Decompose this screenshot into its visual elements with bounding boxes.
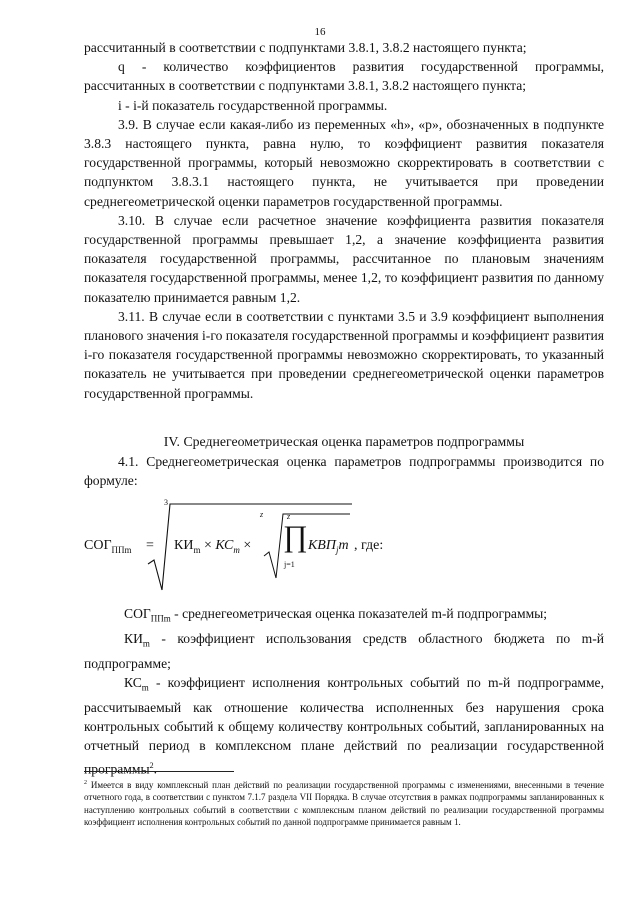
paragraph-4-1: 4.1. Среднегеометрическая оценка параметров подпрограммы производится по формуле: xyxy=(84,454,604,489)
formula-product-bottom: j=1 xyxy=(284,560,295,569)
definition-ks-text: - коэффициент исполнения контрольных событий по m-й подпрограмме, рассчитываемый как отношение количества исполненных без нарушения срока контрольных событий к общему количеству контрольных событий, запланированных на отчетный период в комплексном плане действий по реализации государственной программы xyxy=(84,675,604,777)
formula-ki-ks xyxy=(174,538,251,554)
definition-ki-text: - коэффициент использования средств областного бюджета по m-й подпрограмме; xyxy=(84,630,604,671)
formula xyxy=(84,494,604,594)
footnote-reference: 2 xyxy=(149,760,154,770)
formula-lhs-main: СОГ xyxy=(84,538,112,553)
definition-ks-end: . xyxy=(153,761,158,777)
definition-ki xyxy=(84,629,604,673)
formula-product-sign: ∏ xyxy=(283,520,308,553)
formula-times-1: × xyxy=(203,538,212,553)
formula-product-top: z xyxy=(287,512,291,521)
definition-ks-sub: m xyxy=(141,682,149,693)
formula-ks: КС xyxy=(215,538,234,553)
formula-root-index-z: z xyxy=(260,510,264,519)
paragraph-3-11: 3.11. В случае если в соответствии с пунктами 3.5 и 3.9 коэффициент выполнения планового значения i-го показателя государственной программы и коэффициент развития i-го показателя государственной программы невозможно скорректировать, то указанный показатель не учитывается при проведении среднегеометрической оценки параметров государственной программы. xyxy=(84,308,604,401)
formula-times-2: × xyxy=(243,538,252,553)
top-text-block xyxy=(84,38,604,403)
formula-ks-sub: m xyxy=(233,545,240,555)
formula-kvp-tail: m xyxy=(338,538,349,553)
paragraph-3-10: 3.10. В случае если расчетное значение коэффициента развития показателя государственной программы превышает 1,2, а значение коэффициента развития показателя государственной программы, рассчитанное по плановым значениям показателя государственной программы, менее 1,2, то коэффициент развития по данному показателю принимается равным 1,2. xyxy=(84,212,604,305)
definition-sog-term: СОГ xyxy=(124,606,151,621)
formula-ki-sub: m xyxy=(193,545,201,555)
definition-ki-term: КИ xyxy=(124,630,143,646)
formula-root-index-3: 3 xyxy=(164,498,168,507)
formula-lhs-sub: ППm xyxy=(111,545,132,555)
formula-equals: = xyxy=(146,538,154,553)
footnote-separator xyxy=(84,771,234,772)
formula-kvp: КВП xyxy=(308,538,336,553)
section-title: IV. Среднегеометрическая оценка параметров подпрограммы xyxy=(163,434,525,449)
formula-lhs xyxy=(84,538,132,554)
formula-kvp-sub: j xyxy=(335,545,339,555)
section-intro-block xyxy=(84,452,604,490)
formula-kvp-term xyxy=(308,538,349,554)
formula-ki: КИ xyxy=(174,538,194,553)
paragraph-3-9: 3.9. В случае если какая-либо из переменных «h», «p», обозначенных в подпункте 3.8.3 настоящего пункта, равна нулю, то коэффициент развития показателя государственной программы, который невозможно скорректировать в соответствии с подпунктом 3.8.3.1 настоящего пункта, не учитывается при проведении среднегеометрической оценки параметров государственной программы. xyxy=(84,116,604,209)
paragraph-q-definition: q - количество коэффициентов развития государственной программы, рассчитанных в соответствии с подпунктами 3.8.1, 3.8.2 настоящего пункта; xyxy=(84,59,604,94)
footnote xyxy=(84,777,604,828)
definition-ki-sub: m xyxy=(142,638,150,649)
definition-sog xyxy=(84,604,604,629)
paragraph-i-definition: i - i-й показатель государственной программы. xyxy=(118,97,388,113)
definition-ks-term: КС xyxy=(124,675,142,691)
formula-tail: , где: xyxy=(354,538,384,553)
page-number: 16 xyxy=(314,26,326,38)
definitions-block xyxy=(84,604,604,778)
definition-ks xyxy=(84,673,604,778)
footnote-marker: 2 xyxy=(84,780,87,786)
footnote-text: Имеется в виду комплексный план действий по реализации государственной программы с изменениями, внесенными в течение отчетного года, в соответствии с пунктом 7.1.7 раздела VII Порядка. В случае отсутствия в рамках подпрограммы запланированных к наступлению контрольных событий в соответствии с комплексным планом действий по реализации государственной программы коэффициент исполнения контрольных событий по данной подпрограмме принимается равным 1. xyxy=(84,780,604,827)
definition-sog-text: - среднегеометрическая оценка показателей m-й подпрограммы; xyxy=(170,606,548,621)
paragraph-continuation: рассчитанный в соответствии с подпунктами 3.8.1, 3.8.2 настоящего пункта; xyxy=(84,40,527,55)
definition-sog-sub: ППm xyxy=(150,613,171,624)
